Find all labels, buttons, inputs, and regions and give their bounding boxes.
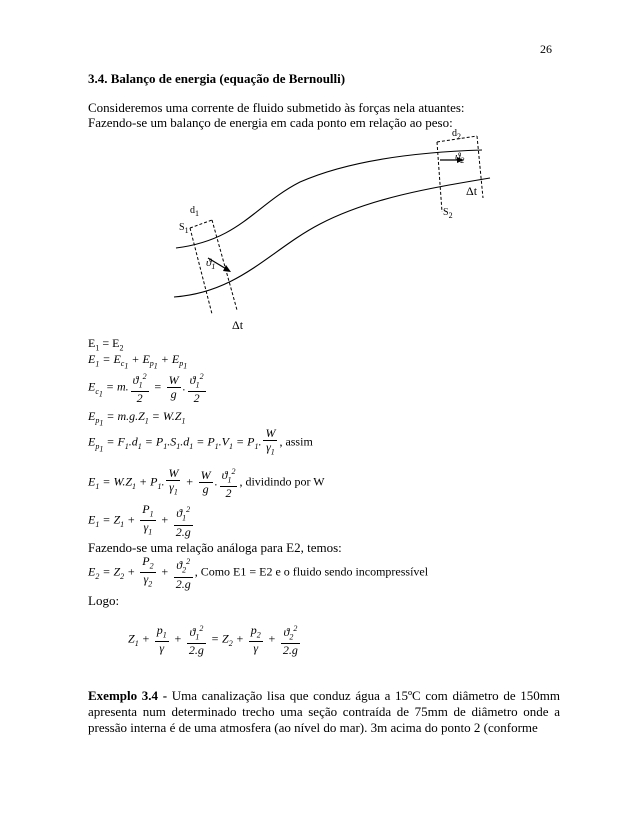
section-heading: 3.4. Balanço de energia (equação de Bernoulli) <box>88 71 346 86</box>
intro-line-1: Consideremos uma corrente de fluido submetido às forças nela atuantes: <box>88 100 465 115</box>
logo-text: Logo: <box>88 593 120 608</box>
eq-e1-final: $E_1 = Z_1$ + $\frac{P_1}{\gamma_1}$ + $\frac{ϑ_1^2}{2.g}$ <box>88 502 191 539</box>
eq-e2-final: $E_2 = Z_2$ + $\frac{P_2}{\gamma_2}$ + $\frac{ϑ_2^2}{2.g}$ , Como E1 = E2 e o fluido sendo incompressível <box>88 554 429 591</box>
analog-text: Fazendo-se uma relação análoga para E2, temos: <box>88 540 342 555</box>
eq-ec1: $E_{c_1} = m$. $\frac{ϑ_1^2}{2}$ = $\frac{W}{g}$ . $\frac{ϑ_1^2}{2}$ <box>88 372 204 406</box>
page-number: 26 <box>540 42 552 56</box>
example-text: Uma canalização lisa que conduz água a 15ºC com diâmetro de 150mm apresenta num determinado trecho uma seção contraída de 75mm de diâmetro onde a pressão interna é de uma atmosfera (ao nível do mar). 3m acima do ponto 2 (conforme <box>88 688 561 735</box>
velocity-1-arrow-head <box>223 265 231 272</box>
eq-e1-sum: $E_1 = E_{c_1} + E_{p_1} + E_{p_1}$ <box>88 352 188 371</box>
upper-streamline <box>176 150 482 248</box>
label-s2: $S_2$ <box>443 207 453 220</box>
label-v2: $ϑ_2$ <box>455 151 465 166</box>
eq-ep1-pressure: $E_{p_1} = F_1.d_1 = P_1.S_1.d_1 = P_1.V_1 = P_1$. $\frac{W}{\gamma_1}$ , assim <box>88 426 313 457</box>
label-dt-top: Δt <box>466 184 478 198</box>
eq-e1-equals-e2: $E_1 = E_2$ <box>88 336 124 353</box>
intro-line-2: Fazendo-se um balanço de energia em cada ponto em relação ao peso: <box>88 115 453 130</box>
eq-bernoulli: $Z_1$ + $\frac{p_1}{\gamma}$ + $\frac{ϑ_1^2}{2.g}$ = $Z_2$ + $\frac{p_2}{\gamma}$ + $\frac{ϑ_2^2}{2.g}$ <box>128 623 298 658</box>
eq-ep1: $E_{p_1} = m.g.Z_1 = W.Z_1$ <box>88 409 186 428</box>
label-s1: $S_1$ <box>179 222 189 235</box>
lower-streamline <box>174 178 490 297</box>
label-d2: $d_2$ <box>452 128 461 141</box>
section-2-right-boundary <box>477 136 483 198</box>
label-dt-bottom: Δt <box>232 318 244 332</box>
section-1-top-edge <box>190 220 212 228</box>
example-label: Exemplo 3.4 - <box>88 688 168 703</box>
example-paragraph <box>88 688 560 736</box>
eq-e1-w: $E_1 = W.Z_1 + P_1$. $\frac{W}{\gamma_1}$ + $\frac{W}{g}$ . $\frac{ϑ_1^2}{2}$ , dividindo por W <box>88 466 325 501</box>
label-d1: $d_1$ <box>190 205 199 218</box>
label-v1: $ϑ_1$ <box>206 257 216 272</box>
